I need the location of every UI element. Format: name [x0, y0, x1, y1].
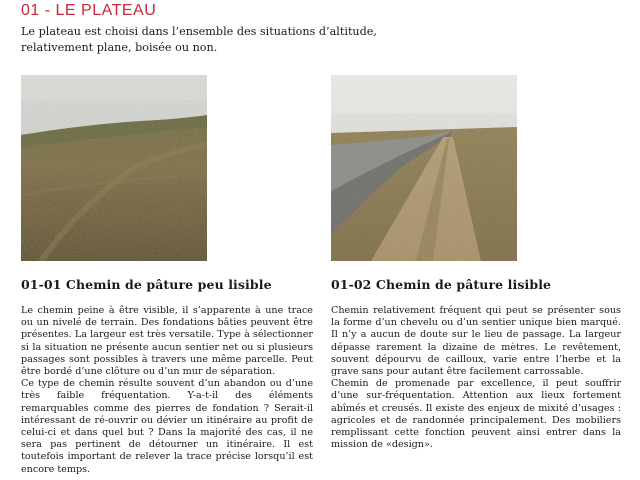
grass-plateau-photo [21, 75, 207, 261]
dirt-track-photo [331, 75, 517, 261]
card-heading-legible-path: 01-02 Chemin de pâture lisible [331, 277, 552, 292]
paragraph: Chemin relativement fréquent qui peut se présenter sous la forme d’un chevelu ou d’un sentier unique bien marqué. Il n’y a aucun de doute sur le lieu de passage. La largeur dépasse rarement la dizaine de mètres. Le revêtement, souvent dépourvu de cailloux, varie entre l’herbe et la grave sans pour autant être facilement carrossable. [331, 305, 621, 378]
card-heading-faint-path: 01-01 Chemin de pâture peu lisible [21, 277, 272, 292]
card-body-legible-path [331, 305, 621, 451]
card-body-faint-path [21, 305, 313, 476]
photo-faint-pasture-path [21, 75, 207, 261]
paragraph: Le chemin peine à être visible, il s’apparente à une trace ou un nivelé de terrain. Des fondations bâties peuvent être présentes. La largeur est très versatile. Type à sélectionner si la situation ne présente aucun sentier net ou si plusieurs passages sont possibles à travers une même parcelle. Peut être bordé d’une clôture ou d’un mur de séparation. [21, 305, 313, 378]
section-title: 01 - LE PLATEAU [21, 2, 157, 19]
paragraph: Ce type de chemin résulte souvent d’un abandon ou d’une très faible fréquentation. Y-a-t-il des éléments remarquables comme des pierres de fondation ? Serait-il intéressant de ré-ouvrir ou dévier un itinéraire au profit de celui-ci et dans quel but ? Dans la majorité des cas, il ne sera pas pertinent de détourner un itinéraire. Il est toutefois important de relever la trace précise lorsqu’il est encore temps. [21, 378, 313, 475]
paragraph: Chemin de promenade par excellence, il peut souffrir d’une sur-fréquentation. Attention aux lieux fortement abîmés et creusés. Il existe des enjeux de mixité d’usages : agricoles et de randonnée principalement. Des mobiliers remplissant cette fonction peuvent ainsi entrer dans la mission de «design». [331, 378, 621, 451]
section-intro: Le plateau est choisi dans l’ensemble des situations d’altitude, relativement plane, boisée ou non. [21, 25, 377, 54]
photo-legible-pasture-path [331, 75, 517, 261]
